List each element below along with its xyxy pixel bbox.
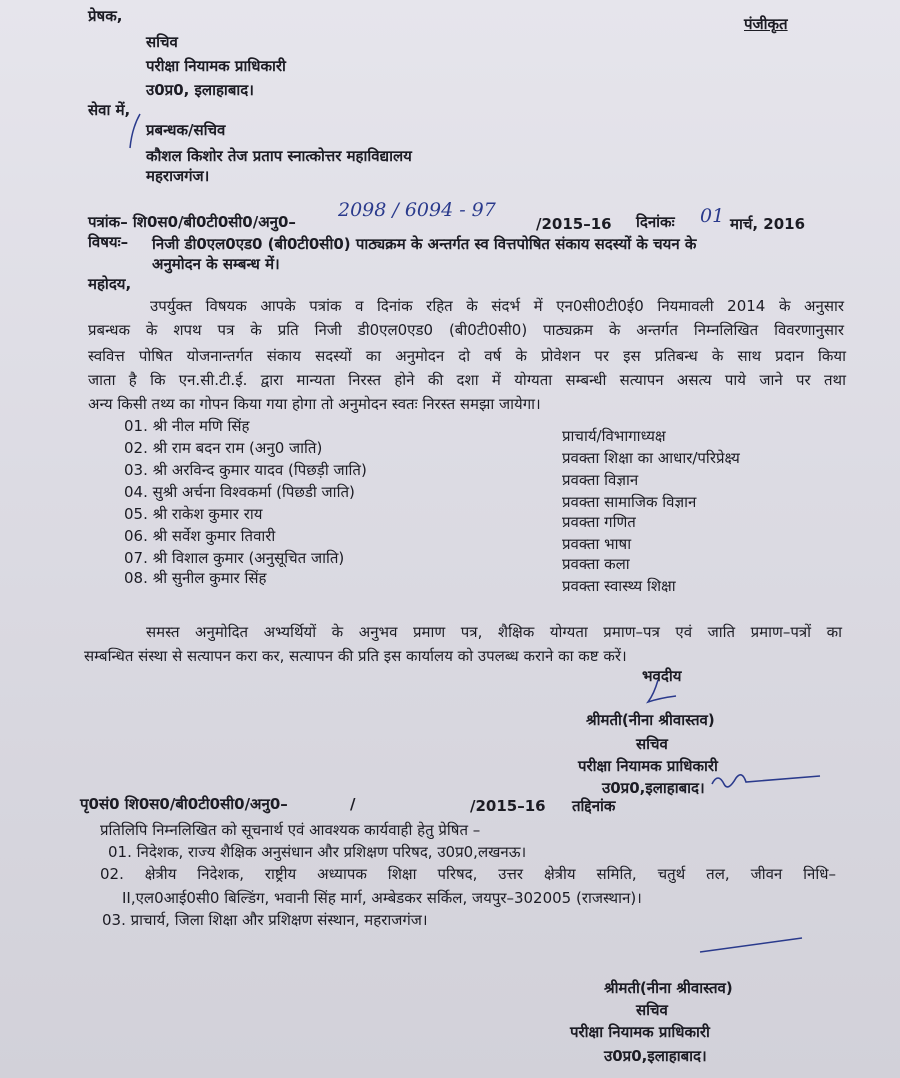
body-line-1: उपर्युक्त विषयक आपके पत्रांक व दिनांक रहित के संदर्भ में एन0सी0टी0ई0 नियमावली 2014 के अनुसार [150,297,844,315]
sender-line-2: परीक्षा नियामक प्राधिकारी [146,57,286,75]
date-rest: मार्च, 2016 [730,215,806,233]
staff-number: 04. [124,483,148,501]
registered-label: पंजीकृत [744,15,788,33]
handwritten-signature-stroke [698,932,808,956]
staff-number: 01. [124,417,148,435]
endorsement-ref: पृ0सं0 शि0स0/बी0टी0सी0/अनु0– [80,795,288,813]
handwritten-signature-mark [636,676,686,710]
body-line-4: जाता है कि एन.सी.टी.ई. द्वारा मान्यता निरस्त होने की दशा में योग्यता सम्बन्धी सत्यापन असत्य पाये जाने पर तथा [88,371,846,389]
staff-name: श्री नील मणि सिंह [152,417,250,435]
recipient-line-3: महराजगंज। [146,167,210,185]
body-line-5: अन्य किसी तथ्य का गोपन किया गया होगा तो अनुमोदन स्वतः निरस्त समझा जायेगा। [88,395,541,413]
staff-post-7: प्रवक्ता कला [562,555,630,573]
staff-post-2: प्रवक्ता शिक्षा का आधार/परिप्रेक्ष्य [562,449,740,467]
salutation: महोदय, [88,275,132,293]
recipient-line-2: कौशल किशोर तेज प्रताप स्नात्कोत्तर महाविद्यालय [146,147,412,165]
signatory-title: सचिव [636,735,668,753]
reference-prefix: पत्रांक– शि0स0/बी0टी0सी0/अनु0– [88,213,296,231]
copy-item-2-line-1: 02. क्षेत्रीय निदेशक, राष्ट्रीय अध्यापक शिक्षा परिषद, उत्तर क्षेत्रीय समिति, चतुर्थ तल, जीवन निधि– [100,865,836,883]
signatory-place-2: उ0प्र0,इलाहाबाद। [604,1047,707,1065]
endorsement-slash: / [350,795,356,813]
endorsement-year: /2015–16 [470,797,546,815]
staff-post-4: प्रवक्ता सामाजिक विज्ञान [562,493,697,511]
staff-name: श्री राम बदन राम (अनु0 जाति) [152,439,323,457]
staff-name: श्री सुनील कुमार सिंह [152,569,267,587]
to-label: सेवा में, [88,101,131,119]
staff-number: 03. [124,461,148,479]
closing-line-2: सम्बन्धित संस्था से सत्यापन करा कर, सत्यापन की प्रति इस कार्यालय को उपलब्ध कराने का कष्ट करें। [84,647,627,665]
copy-item-2-line-2: II,एल0आई0सी0 बिल्डिंग, भवानी सिंह मार्ग, अम्बेडकर सर्किल, जयपुर–302005 (राजस्थान)। [122,889,642,907]
staff-post-3: प्रवक्ता विज्ञान [562,471,639,489]
staff-row-5 [124,504,262,524]
staff-row-3 [124,460,367,480]
staff-name: सुश्री अर्चना विश्वकर्मा (पिछडी जाति) [152,483,355,501]
staff-post-5: प्रवक्ता गणित [562,513,636,531]
signatory-title-2: सचिव [636,1001,668,1019]
staff-row-1 [124,416,250,436]
staff-number: 05. [124,505,148,523]
staff-row-4 [124,482,355,502]
staff-row-7 [124,548,344,568]
staff-row-2 [124,438,322,458]
sender-line-1: सचिव [146,33,178,51]
sender-line-3: उ0प्र0, इलाहाबाद। [146,81,254,99]
signatory-place: उ0प्र0,इलाहाबाद। [602,779,705,797]
staff-post-1: प्राचार्य/विभागाध्यक्ष [562,427,666,445]
handwritten-date: 01 [700,205,725,227]
staff-post-6: प्रवक्ता भाषा [562,535,632,553]
staff-number: 06. [124,527,148,545]
copy-item-1: 01. निदेशक, राज्य शैक्षिक अनुसंधान और प्रशिक्षण परिषद, उ0प्र0,लखनऊ। [108,843,527,861]
endorsement-date: तद्दिनांक [572,797,616,815]
staff-name: श्री अरविन्द कुमार यादव (पिछड़ी जाति) [152,461,367,479]
body-line-2: प्रबन्धक के शपथ पत्र के प्रति निजी डी0एल0एड0 (बी0टी0सी0) पाठ्यक्रम के अन्तर्गत निम्नलिखित विवरणानुसार [88,321,844,339]
signatory-name-2: श्रीमती(नीना श्रीवास्तव) [604,979,733,997]
signatory-office-2: परीक्षा नियामक प्राधिकारी [570,1023,710,1041]
subject-line-1: निजी डी0एल0एड0 (बी0टी0सी0) पाठ्यक्रम के अन्तर्गत स्व वित्तपोषित संकाय सदस्यों के चयन के [152,235,697,253]
subject-label: विषयः– [88,233,129,251]
endorsement-intro: प्रतिलिपि निम्नलिखित को सूचनार्थ एवं आवश्यक कार्यवाही हेतु प्रेषित – [100,821,481,839]
signatory-name: श्रीमती(नीना श्रीवास्तव) [586,711,715,729]
reference-year: /2015–16 [536,215,612,233]
handwritten-signature [708,766,828,796]
copy-item-3: 03. प्राचार्य, जिला शिक्षा और प्रशिक्षण संस्थान, महराजगंज। [102,911,428,929]
handwritten-check-mark [126,112,146,152]
sender-label: प्रेषक, [88,7,123,25]
handwritten-reference-number: 2098 / 6094 - 97 [338,199,496,221]
staff-row-6 [124,526,275,546]
staff-number: 02. [124,439,148,457]
yours-faithfully: भवदीय [642,667,682,685]
closing-line-1: समस्त अनुमोदित अभ्यर्थियों के अनुभव प्रमाण पत्र, शैक्षिक योग्यता प्रमाण–पत्र एवं जाति प्रमाण–पत्रों का [146,623,842,641]
signatory-office: परीक्षा नियामक प्राधिकारी [578,757,718,775]
staff-name: श्री विशाल कुमार (अनुसूचित जाति) [152,549,345,567]
staff-name: श्री राकेश कुमार राय [152,505,263,523]
subject-line-2: अनुमोदन के सम्बन्ध में। [152,255,280,273]
body-line-3: स्ववित्त पोषित योजनान्तर्गत संकाय सदस्यों का अनुमोदन दो वर्ष के प्रोवेशन पर इस प्रतिबन्ध के साथ प्रदान किया [88,347,846,365]
date-label: दिनांकः [636,213,675,231]
staff-number: 07. [124,549,148,567]
staff-row-8 [124,568,266,588]
recipient-line-1: प्रबन्धक/सचिव [146,121,226,139]
staff-name: श्री सर्वेश कुमार तिवारी [152,527,276,545]
staff-number: 08. [124,569,148,587]
staff-post-8: प्रवक्ता स्वास्थ्य शिक्षा [562,577,676,595]
